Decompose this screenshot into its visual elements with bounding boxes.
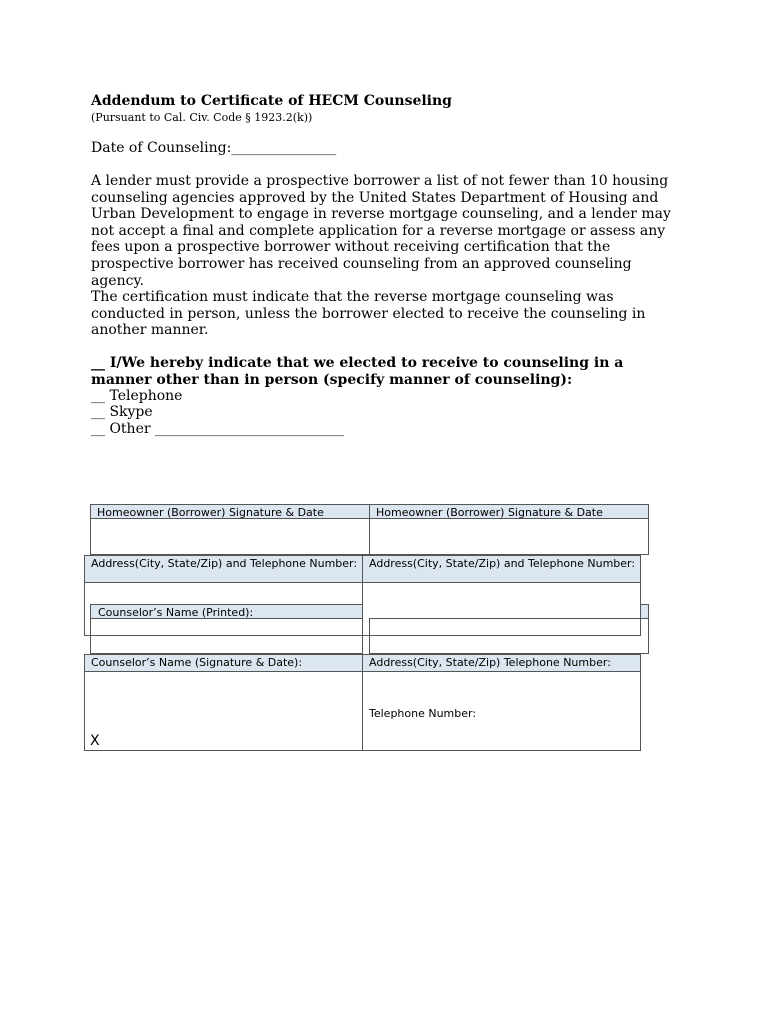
document-title: Addendum to Certificate of HECM Counseling [91, 93, 452, 109]
election-statement: __ I/We hereby indicate that we elected to receive to counseling in a manner other than in person (specify manner of counseling): [91, 355, 624, 388]
borrower-signature-label-2: Homeowner (Borrower) Signature & Date [369, 504, 649, 519]
lender-requirement-paragraph: A lender must provide a prospective borrower a list of not fewer than 10 housing counseling agencies approved by the United States Department of Housing and Urban Development to engage in reverse mortgage counseling, and a lender may not accept a final and complete application for a reverse mortgage or assess any fees upon a prospective borrower without receiving certification that the prospective borrower has received counseling from an approved counseling agency. [91, 173, 671, 289]
signature-x-mark: X [90, 733, 100, 749]
document-subtitle: (Pursuant to Cal. Civ. Code § 1923.2(k)) [91, 111, 313, 124]
counselor-printed-right-field[interactable] [369, 618, 649, 654]
counselor-address-label: Address(City, State/Zip) Telephone Number: [362, 654, 641, 672]
address-phone-label-1: Address(City, State/Zip) and Telephone Number: [84, 555, 363, 583]
counselor-header-right-fragment [640, 604, 649, 619]
counselor-name-printed-label: Counselor’s Name (Printed): [90, 604, 363, 619]
option-telephone[interactable]: __ Telephone [91, 388, 183, 404]
certification-paragraph: The certification must indicate that the reverse mortgage counseling was conducted in person, unless the borrower elected to receive the counseling in another manner. [91, 289, 646, 339]
option-other[interactable]: __ Other ___________________________ [91, 421, 344, 437]
date-of-counseling-field[interactable]: Date of Counseling:_______________ [91, 140, 337, 156]
counselor-name-printed-field[interactable] [90, 618, 363, 654]
borrower-signature-field-1[interactable] [90, 518, 370, 555]
counselor-signature-field[interactable] [84, 671, 363, 751]
option-skype[interactable]: __ Skype [91, 404, 153, 420]
counselor-signature-label: Counselor’s Name (Signature & Date): [84, 654, 363, 672]
borrower-signature-field-2[interactable] [369, 518, 649, 555]
address-phone-label-2: Address(City, State/Zip) and Telephone Number: [362, 555, 641, 583]
borrower-signature-label-1: Homeowner (Borrower) Signature & Date [90, 504, 370, 519]
telephone-number-label: Telephone Number: [369, 707, 477, 720]
